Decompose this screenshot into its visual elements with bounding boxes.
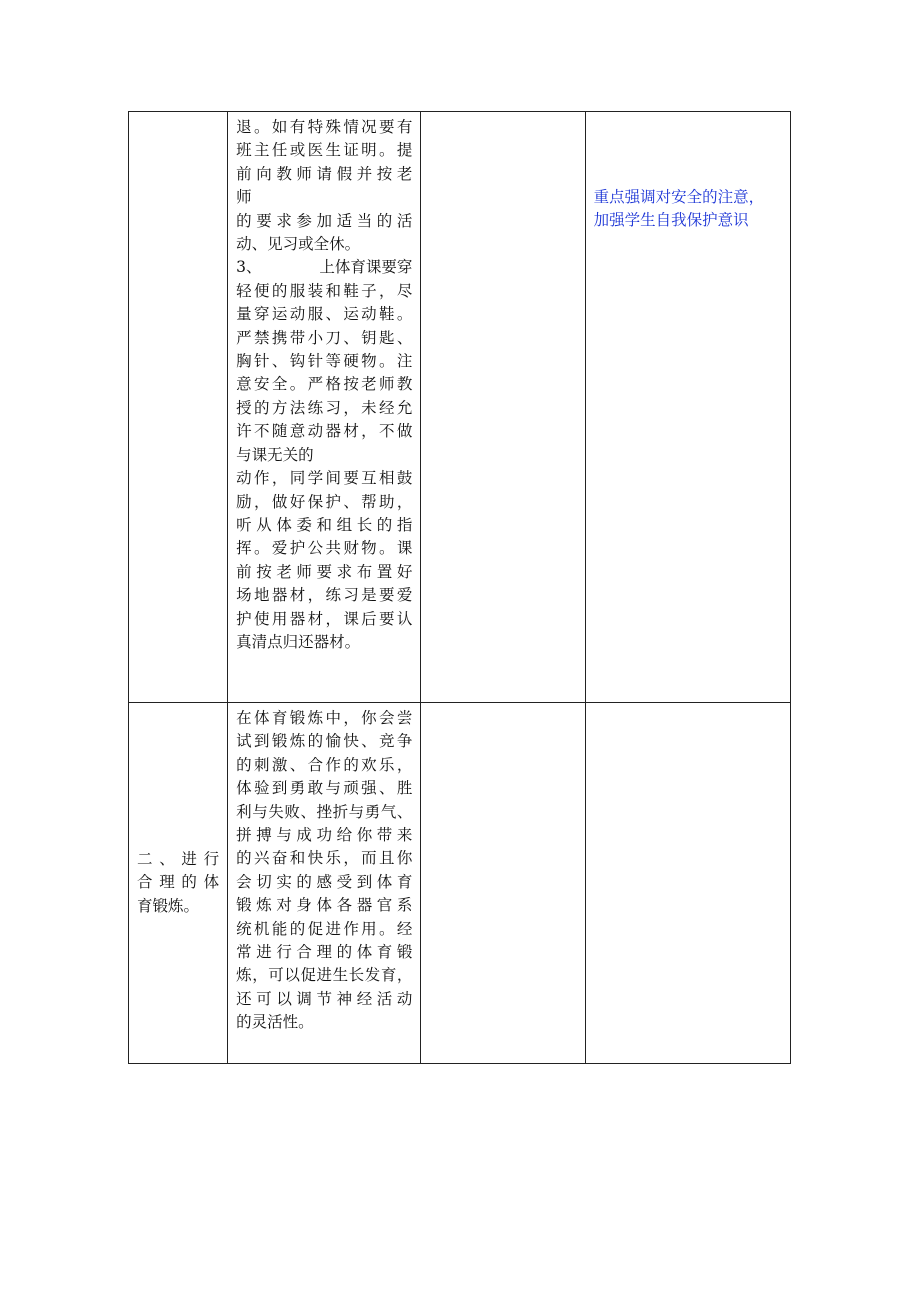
topic-cell bbox=[129, 703, 228, 1064]
text-line: 前按老师要求布置好 bbox=[236, 562, 413, 581]
text-line: 试到锻炼的愉快、竞争 bbox=[236, 732, 413, 751]
text-line: 的灵活性。 bbox=[236, 1013, 314, 1032]
text-line: 炼，可以促进生长发育， bbox=[236, 966, 413, 985]
text-line: 的刺激、合作的欢乐， bbox=[236, 755, 413, 774]
text-line: 的兴奋和快乐，而且你 bbox=[236, 849, 413, 868]
text-line: 常进行合理的体育锻 bbox=[236, 943, 413, 962]
text-line: 许不随意动器材，不做 bbox=[236, 422, 413, 441]
label-line: 二、进行 bbox=[137, 849, 220, 868]
text-line: 励，做好保护、帮助， bbox=[236, 492, 413, 511]
blank-cell bbox=[421, 112, 585, 703]
content-cell bbox=[228, 703, 421, 1064]
text-line: 胸针、钩针等硬物。注 bbox=[236, 352, 413, 371]
blank-cell bbox=[421, 703, 585, 1064]
text-line: 的要求参加适当的活 bbox=[236, 211, 413, 230]
text-line: 动、见习或全休。 bbox=[236, 235, 361, 254]
text-line: 意安全。严格按老师教 bbox=[236, 375, 413, 394]
text-line: 场地器材，练习是要爱 bbox=[236, 586, 413, 605]
content-cell bbox=[228, 112, 421, 703]
text-line: 轻便的服装和鞋子，尽 bbox=[236, 281, 413, 300]
text-line: 体验到勇敢与顽强、胜 bbox=[236, 779, 413, 798]
text-line: 听从体委和组长的指 bbox=[236, 515, 413, 534]
item-text: 上体育课要穿 bbox=[319, 258, 413, 277]
text-line: 护使用器材，课后要认 bbox=[236, 609, 413, 628]
text-line: 挥。爱护公共财物。课 bbox=[236, 539, 413, 558]
text-line: 会切实的感受到体育 bbox=[236, 872, 413, 891]
table-row bbox=[129, 703, 791, 1064]
label-line: 合理的体 bbox=[137, 873, 220, 892]
topic-label bbox=[129, 848, 227, 918]
content-text bbox=[228, 703, 420, 1035]
text-line: 真清点归还器材。 bbox=[236, 632, 361, 651]
content-text bbox=[228, 112, 420, 654]
text-line: 与课无关的 bbox=[236, 445, 314, 464]
text-line: 统机能的促进作用。经 bbox=[236, 919, 413, 938]
text-line: 授的方法练习，未经允 bbox=[236, 398, 413, 417]
numbered-item bbox=[236, 256, 412, 279]
note-line: 加强学生自我保护意识 bbox=[593, 211, 749, 230]
text-line: 动作，同学间要互相鼓 bbox=[236, 469, 413, 488]
table-row bbox=[129, 112, 791, 703]
text-line: 还可以调节神经活动 bbox=[236, 989, 413, 1008]
note-cell bbox=[585, 112, 790, 703]
safety-note bbox=[586, 112, 790, 233]
text-line: 量穿运动服、运动鞋。 bbox=[236, 305, 413, 324]
blank-cell bbox=[585, 703, 790, 1064]
text-line: 严禁携带小刀、钥匙、 bbox=[236, 328, 413, 347]
item-number: 3、 bbox=[236, 258, 262, 277]
text-line: 在体育锻炼中，你会尝 bbox=[236, 709, 413, 727]
text-line: 锻炼对身体各器官系 bbox=[236, 896, 413, 915]
lesson-table bbox=[128, 111, 791, 1064]
text-line: 拼搏与成功给你带来 bbox=[236, 826, 413, 845]
label-line: 育锻炼。 bbox=[137, 896, 200, 915]
text-line: 利与失败、挫折与勇气、 bbox=[236, 802, 413, 821]
text-line: 退。如有特殊情况要有 bbox=[236, 118, 413, 136]
text-line: 前向教师请假并按老 bbox=[236, 164, 413, 183]
text-line: 师 bbox=[236, 188, 252, 207]
topic-cell bbox=[129, 112, 228, 703]
note-line: 重点强调对安全的注意， bbox=[593, 188, 765, 206]
text-line: 班主任或医生证明。提 bbox=[236, 141, 413, 160]
